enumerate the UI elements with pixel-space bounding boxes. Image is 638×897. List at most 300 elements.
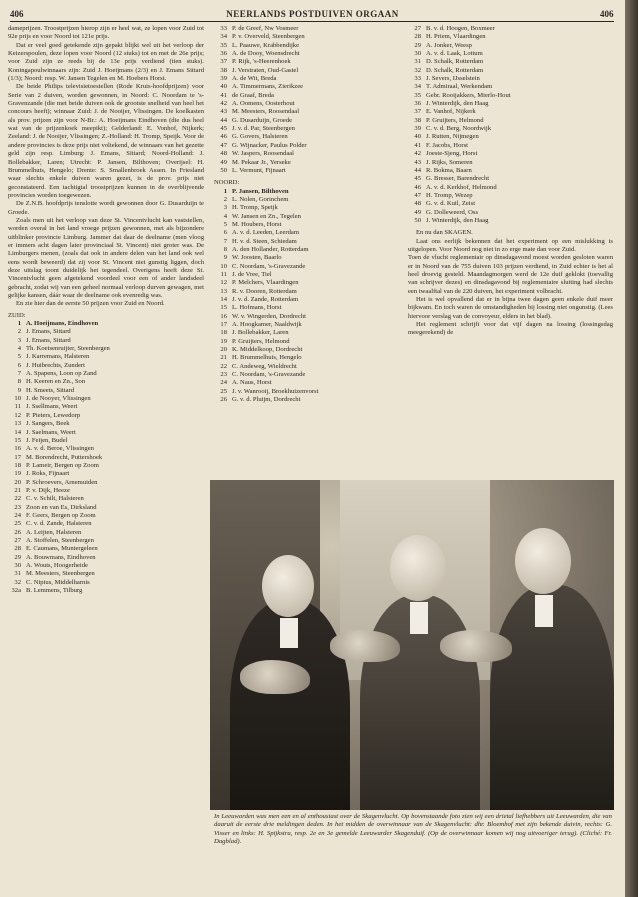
list-item — [8, 570, 204, 578]
result-name: W. Jaspers, Roosendaal — [232, 150, 295, 158]
result-rank: 17 — [220, 321, 227, 329]
list-item — [408, 50, 613, 58]
skagen-intro: En nu dan SKAGEN. — [416, 229, 473, 237]
list-item — [8, 345, 204, 353]
result-name: A. de Wit, Breda — [232, 75, 277, 83]
list-item — [8, 429, 204, 437]
result-name: B. Lemmens, Tilburg — [26, 587, 83, 595]
result-rank: 6 — [17, 361, 21, 369]
list-item — [408, 175, 613, 183]
result-name: L. Nolen, Gorinchem — [232, 195, 289, 203]
result-name: J. Verstraten, Oud-Gastel — [232, 66, 299, 74]
paragraph: Dat er veel goed getekende zijn gepakt blijkt wel uit het verloop der Keizerspoulen, deze lopen voor Noord (12 stuks) tot en met de 26e prijs; voor Zuid zijn ze reeds bij de 13e prijs verdiend (tien stuks). Koningapoulwinnaars zijn: Zuid J. Hoeijmans (2/3) en J. Emans Sittard (1/3); Noord: resp. W. Jansen Tegelen en M. Hoebers Horst. — [8, 41, 204, 83]
result-name: J. Emans, Sittard — [26, 328, 71, 336]
result-rank: 48 — [414, 200, 421, 208]
result-rank: 17 — [14, 453, 21, 461]
result-name: A. Spapens, Loon op Zand — [26, 370, 97, 378]
result-rank: 10 — [14, 395, 21, 403]
list-item — [214, 396, 402, 404]
result-rank: 41 — [220, 91, 227, 99]
result-name: P. Pieters, Lewedorp — [26, 411, 81, 419]
list-item — [214, 196, 402, 204]
result-name: J. Feijen, Budel — [26, 436, 68, 444]
result-rank: 11 — [14, 403, 21, 411]
result-rank: 19 — [14, 470, 21, 478]
list-item — [214, 100, 402, 108]
list-item — [8, 504, 204, 512]
result-name: J. Roks, Fijnaart — [26, 470, 70, 478]
result-name: A. den Hollander, Rotterdam — [232, 245, 309, 253]
result-name: P. Jansen, Bilthoven — [232, 187, 289, 195]
list-item — [214, 329, 402, 337]
page-edge-shadow — [625, 0, 638, 897]
result-rank: 13 — [14, 420, 21, 428]
result-rank: 31 — [414, 58, 421, 66]
photo-shirt-left — [280, 618, 298, 648]
result-rank: 34 — [414, 83, 421, 91]
list-item — [214, 271, 402, 279]
result-name: P. Schroevers, Arnemuiden — [26, 478, 98, 486]
result-rank: 13 — [220, 287, 227, 295]
result-name: W. v. Wingerden, Dordrecht — [232, 312, 307, 320]
result-rank: 27 — [414, 25, 421, 32]
list-item — [214, 213, 402, 221]
list-item — [214, 371, 402, 379]
list-item — [214, 379, 402, 387]
list-item — [408, 217, 613, 225]
list-item — [214, 304, 402, 312]
result-name: J. v. Wanrooij, Broekhuizenvorst — [232, 387, 319, 395]
result-name: C. Noordam, 's-Gravezande — [232, 371, 306, 379]
result-name: J. Huibrechts, Zundert — [26, 361, 85, 369]
paragraph: Het reglement schrijft voor dat vijf dagen na lossing (lossingsdag meegerekend) de — [408, 321, 613, 337]
result-rank: 34 — [220, 33, 227, 41]
list-item — [8, 353, 204, 361]
list-item — [8, 587, 204, 595]
list-item — [408, 125, 613, 133]
result-name: H. Keeren en Zn., Son — [26, 378, 86, 386]
list-item — [8, 320, 204, 328]
page-number-right: 406 — [600, 9, 614, 19]
paragraph: Zoals men uit het verloop van deze St. Vincentvlucht kan vaststellen, worden overal in het land vroege prijzen gewonnen, met als bijzondere uitblinker provincie Limburg. Jammer dat daar de deelname (men vloog er immers acht dagen later provinciaal St. Vincent) niet groter was. De Limburgers menen, (zoals dat ook in andere delen van het land ook wel eens wordt beweerd) dat zij voor St. Vincent niet gunstig liggen, doch deze uitslag toont duidelijk het tegendeel. Overigens heeft deze St. Vincentvlucht geen afgetekend voordeel voor een of ander landsdeel gebracht, zodat wij van een geheel normaal verloop durven gewagen, met gelijke kansen, dáár waar de deelname ook evenredig was. — [8, 216, 204, 299]
result-rank: 5 — [223, 220, 227, 228]
result-name: J. de Vree, Tiel — [232, 270, 272, 278]
list-item — [408, 67, 613, 75]
result-name: H. Smeets, Sittard — [26, 386, 74, 394]
result-name: C. v. Schilt, Halsteren — [26, 495, 84, 503]
list-item — [214, 42, 402, 50]
result-rank: 32 — [414, 66, 421, 74]
result-name: P. Lameir, Bergen op Zoom — [26, 461, 99, 469]
result-name: T. Admiraal, Werkendam — [426, 83, 493, 91]
list-item — [214, 354, 402, 362]
photo-head-middle — [390, 535, 446, 601]
list-item — [408, 142, 613, 150]
list-item — [214, 150, 402, 158]
result-rank: 40 — [414, 133, 421, 141]
result-rank: 43 — [414, 158, 421, 166]
result-name: J. Emans, Sittard — [26, 336, 71, 344]
list-item — [408, 92, 613, 100]
list-item — [214, 167, 402, 175]
result-name: Gebr. Rooijakkers, Mierlo-Hout — [426, 91, 511, 99]
result-name: A. Timmermans, Zierikzee — [232, 83, 304, 91]
result-name: A. Leijten, Halsteren — [26, 528, 82, 536]
result-rank: 33 — [414, 75, 421, 83]
zuid-results-list-continued — [214, 25, 402, 175]
result-rank: 35 — [220, 41, 227, 49]
list-item — [214, 75, 402, 83]
photo-pigeon-right — [440, 630, 512, 662]
paragraph: Toen de vlucht reglementair op dinsdagavond moest worden gesloten waren er in Noord van de 755 duiven 103 prijzen verdiend, in Zuid echter is het al heel droevig gesteld. Maandagmorgen werd de 12e duif geklokt (toevallig van schrijver dezes) en dinsdagavond bij reglementaire sluiting had slechts een twaalftal van de 220 duiven, het experiment volbracht. — [408, 254, 613, 295]
result-rank: 46 — [414, 183, 421, 191]
publication-title: NEERLANDS POSTDUIVEN ORGAAN — [226, 9, 399, 19]
list-item — [214, 83, 402, 91]
result-rank: 35 — [414, 91, 421, 99]
list-item — [214, 388, 402, 396]
result-rank: 15 — [220, 304, 227, 312]
result-name: P. Gruijters, Helmond — [426, 116, 484, 124]
result-name: J. Rutten, Nijmegen — [426, 133, 479, 141]
result-rank: 44 — [414, 166, 421, 174]
list-item — [408, 209, 613, 217]
list-item — [408, 184, 613, 192]
result-name: J. Karremans, Halsteren — [26, 353, 90, 361]
result-name: Zoon en van Es, Dirksland — [26, 503, 97, 511]
result-rank: 47 — [220, 141, 227, 149]
result-rank: 38 — [220, 66, 227, 74]
result-rank: 16 — [220, 312, 227, 320]
list-item — [408, 133, 613, 141]
list-item — [408, 75, 613, 83]
list-item — [8, 537, 204, 545]
list-item — [408, 150, 613, 158]
list-item — [214, 204, 402, 212]
result-name: C. Andeweg, Wieldrecht — [232, 362, 297, 370]
list-item — [408, 33, 613, 41]
list-item — [214, 238, 402, 246]
result-rank: 6 — [223, 229, 227, 237]
list-item — [214, 67, 402, 75]
result-name: J. v. d. Par, Steenbergen — [232, 125, 295, 133]
list-item — [8, 462, 204, 470]
result-rank: 27 — [14, 536, 21, 544]
result-name: J. Bollebakker, Laren — [232, 329, 289, 337]
paragraph: Het is wel opvallend dat er in bijna twee dagen geen enkele duif meer bijkwam. En toch waren de omstandigheden bij lossing niet ongunstig. (Lees hiervoor verslag van de convoyeur, elders in het blad). — [408, 296, 613, 320]
result-name: C. Noordam, 's-Gravezande — [232, 262, 306, 270]
list-item — [8, 470, 204, 478]
page-header — [0, 0, 625, 26]
list-item — [408, 159, 613, 167]
list-item — [408, 192, 613, 200]
result-name: P. Rijk, 's-Heerenhoek — [232, 58, 291, 66]
result-name: D. Schalk, Rotterdam — [426, 66, 484, 74]
result-rank: 9 — [17, 386, 21, 394]
result-rank: 36 — [414, 100, 421, 108]
photo-caption: In Leeuwarden was men een en al enthousiast over de Skagenvlucht. Op bovenstaande foto zien wij een drietal liefhebbers uit Leeuwarden, die van daaruit de eerste drie meldingen deden. In het midden de overwinnaar van de Skagenvlucht: dhr. Bloemhof met zijn bekende duivin, rechts: G. Visser en links: H. Spijkstra, resp. 2e en 3e gemelde Leeuwarder Skagenduif. (Op de overwinnaar komen wij nog uitvoeriger terug). (Cliché: Fr. Dagblad). — [214, 813, 612, 846]
list-item — [8, 445, 204, 453]
list-item — [214, 346, 402, 354]
result-rank: 4 — [17, 345, 21, 353]
list-item — [214, 58, 402, 66]
result-rank: 26 — [220, 396, 227, 404]
list-item — [8, 495, 204, 503]
result-name: A. Wouts, Hoogerheide — [26, 562, 88, 569]
result-name: G. Dolleweerd, Oss — [426, 208, 479, 216]
list-item — [214, 25, 402, 33]
noord-heading: NOORD: — [214, 179, 240, 187]
result-rank: 49 — [220, 158, 227, 166]
list-item — [214, 363, 402, 371]
result-rank: 32 — [14, 578, 21, 586]
list-item — [214, 133, 402, 141]
result-name: H. v. d. Steen, Schiedam — [232, 237, 297, 245]
list-item — [214, 313, 402, 321]
list-item — [8, 479, 204, 487]
list-item — [214, 296, 402, 304]
result-name: Th. Koetsenruijter, Steenbergen — [26, 345, 110, 353]
list-item — [408, 117, 613, 125]
result-name: W. Joosten, Baarlo — [232, 254, 282, 262]
result-name: A. Hoeijmans, Eindhoven — [26, 320, 99, 328]
result-rank: 48 — [220, 150, 227, 158]
result-rank: 2 — [223, 195, 227, 203]
paragraph: De beide Philips televisietoestellen (Rode Kruis-hoofdprijzen) voor Serie van 2 duiven, worden gewonnen, in Noord: C. Noordam te 's-Gravenzande (die met beide duiven ook de grootste snelheid van heel het concours heeft); winnaar Zuid: J. de Nooijer, Vlissingen. De koelkasten als prov. prijzen zijn voor N-Br.: A. Hoeijmans Eindhoven (die dus heel wat van de prijzenkoek meepikt); Gelderland: E. Vonhof, Nijkerk; Zeeland: J. de Nooijer, Vlissingen; Z.-Holland: H. Tromp, Speijk. Voor de andere provincies is deze prijs niet voltekend, de winnaars van het gezette geld zijn resp. Limburg: J. Emans, Sittard; Noord-Holland: J. Bollebakker, Laren; Utrecht: P. Jansen, Bilthoven; Overijsel: H. Brummelhuis, Hengelo; Drente: S. Smallenbroek Assen. In Friesland waar slechts enkele duiven waren gezet, is de prov. prijs niet geconstateerd. Een tachtigtal troostprijzen kunnen in de overblijvende provincies worden toegewezen. — [8, 83, 204, 199]
result-name: H. Priem, Vlaardingen — [426, 33, 486, 41]
result-rank: 50 — [414, 216, 421, 224]
result-rank: 36 — [220, 50, 227, 58]
result-name: E. Caumans, Muntergeleen — [26, 545, 98, 553]
result-rank: 37 — [220, 58, 227, 66]
result-name: A. Naus, Horst — [232, 379, 272, 387]
list-item — [8, 412, 204, 420]
list-item — [8, 370, 204, 378]
result-rank: 29 — [414, 41, 421, 49]
list-item — [8, 554, 204, 562]
result-rank: 1 — [17, 320, 21, 328]
result-name: G. Govers, Halsteren — [232, 133, 288, 141]
list-item — [8, 512, 204, 520]
noord-results-list — [214, 188, 402, 405]
result-name: J. Ssellmans, Weert — [26, 403, 78, 411]
photo-pigeon-middle — [330, 630, 400, 662]
result-rank: 47 — [414, 191, 421, 199]
list-item — [8, 487, 204, 495]
result-rank: 24 — [220, 379, 227, 387]
result-name: B. v. d. Hoogen, Boxmeer — [426, 25, 495, 32]
result-name: A. Hoogkamer, Naaldwijk — [232, 321, 302, 329]
result-name: L. Hofmans, Horst — [232, 304, 282, 312]
result-rank: 44 — [220, 116, 227, 124]
result-name: Joeste-Sjeng, Horst — [426, 150, 478, 158]
result-rank: 33 — [220, 25, 227, 32]
photo-head-right — [515, 528, 571, 594]
result-rank: 10 — [220, 262, 227, 270]
photo-pigeon-left — [240, 660, 310, 694]
result-name: M. Houbers, Horst — [232, 220, 282, 228]
result-name: J. de Nooyer, Vlissingen — [26, 395, 91, 403]
result-name: A. Jonker, Weesp — [426, 41, 472, 49]
header-rule — [10, 21, 614, 22]
column-2 — [214, 25, 402, 404]
result-rank: 16 — [14, 445, 21, 453]
result-name: A. v. d. Beroe, Vlissingen — [26, 445, 94, 453]
result-rank: 22 — [14, 495, 21, 503]
result-name: H. Tromp, Speijk — [232, 204, 278, 212]
result-rank: 15 — [14, 436, 21, 444]
result-name: R. v. Dooren, Rotterdam — [232, 287, 297, 295]
result-name: A. v. d. Laak, Lottum — [426, 50, 483, 58]
result-name: J. Sangers, Beek — [26, 420, 70, 428]
result-name: A. de Dooy, Woensdrecht — [232, 50, 300, 58]
list-item — [8, 437, 204, 445]
result-name: A. Bouwmans, Eindhoven — [26, 553, 96, 561]
photo-head-left — [262, 555, 314, 617]
result-rank: 9 — [223, 254, 227, 262]
column-1 — [8, 25, 204, 595]
list-item — [408, 100, 613, 108]
result-name: H. Tromp, Wezep — [426, 191, 473, 199]
result-rank: 22 — [220, 362, 227, 370]
result-name: G. v. d. Pluijm, Dordrecht — [232, 396, 301, 404]
result-name: G. Dusarduijn, Groede — [232, 116, 293, 124]
result-rank: 3 — [17, 336, 21, 344]
list-item — [408, 25, 613, 33]
result-name: P. v. Overveld, Steenbergen — [232, 33, 305, 41]
result-name: L. Paauwe, Krabbendijke — [232, 41, 300, 49]
result-rank: 38 — [414, 116, 421, 124]
list-item — [214, 263, 402, 271]
result-rank: 3 — [223, 204, 227, 212]
list-item — [408, 200, 613, 208]
result-rank: 25 — [14, 520, 21, 528]
list-item — [8, 403, 204, 411]
list-item — [8, 545, 204, 553]
result-rank: 50 — [220, 166, 227, 174]
list-item — [8, 529, 204, 537]
result-name: P. de Greef, Nw Vosmeer — [232, 25, 299, 32]
list-item — [408, 83, 613, 91]
result-rank: 46 — [220, 133, 227, 141]
result-name: J. Winterdijk, den Haag — [426, 216, 489, 224]
result-rank: 28 — [414, 33, 421, 41]
result-name: M. Meesters, Roosendaal — [232, 108, 300, 116]
list-item — [8, 454, 204, 462]
list-item — [214, 92, 402, 100]
list-item — [8, 387, 204, 395]
result-rank: 21 — [220, 354, 227, 362]
result-rank: 21 — [14, 486, 21, 494]
result-name: C. v. d. Berg, Noordwijk — [426, 125, 492, 133]
noord-results-list-continued — [408, 25, 613, 225]
result-name: G. Wijnacker, Paulus Polder — [232, 141, 307, 149]
result-name: D. Schalk, Rotterdam — [426, 58, 484, 66]
result-rank: 1 — [223, 187, 227, 195]
result-rank: 42 — [414, 150, 421, 158]
result-rank: 20 — [220, 346, 227, 354]
list-item — [8, 328, 204, 336]
result-name: E. Vanhof, Nijkerk — [426, 108, 476, 116]
result-rank: 39 — [220, 75, 227, 83]
result-rank: 32a — [11, 587, 21, 595]
result-name: G. Bresser, Barendrecht — [426, 175, 490, 183]
result-rank: 12 — [220, 279, 227, 287]
result-rank: 14 — [14, 428, 21, 436]
paragraph: Laat ons eerlijk bekennen dat het experiment op een mislukking is uitgelopen. Voor Noord nog niet in zo erge mate dan voor Zuid. — [408, 237, 613, 253]
result-rank: 37 — [414, 108, 421, 116]
result-name: J. Winterdijk, den Haag — [426, 100, 489, 108]
result-name: G. v. d. Kuil, Zeist — [426, 200, 476, 208]
result-rank: 7 — [17, 370, 21, 378]
result-name: P. Melchers, Vlaardingen — [232, 279, 299, 287]
paragraph: En zie hier dan de eerste 50 prijzen voor Zuid en Noord. — [16, 300, 165, 308]
result-rank: 4 — [223, 212, 227, 220]
list-item — [214, 50, 402, 58]
list-item — [408, 108, 613, 116]
list-item — [8, 562, 204, 570]
result-rank: 39 — [414, 125, 421, 133]
result-name: J. Severs, IJsselstein — [426, 75, 480, 83]
page-number-left: 406 — [10, 9, 24, 19]
list-item — [214, 108, 402, 116]
result-rank: 18 — [220, 329, 227, 337]
result-name: R. Bokma, Baarn — [426, 166, 472, 174]
result-rank: 8 — [17, 378, 21, 386]
list-item — [8, 420, 204, 428]
result-name: C. Nipius, Middelharnis — [26, 578, 90, 586]
list-item — [214, 246, 402, 254]
list-item — [8, 395, 204, 403]
result-name: J. Saelmans, Weert — [26, 428, 76, 436]
result-rank: 14 — [220, 296, 227, 303]
result-name: A. v. d. Leeden, Leerdam — [232, 229, 299, 237]
result-rank: 7 — [223, 237, 227, 245]
result-rank: 19 — [220, 337, 227, 345]
list-item — [408, 42, 613, 50]
list-item — [8, 362, 204, 370]
result-rank: 29 — [14, 553, 21, 561]
list-item — [214, 338, 402, 346]
list-item — [408, 167, 613, 175]
result-name: L. Vermunt, Fijnaart — [232, 166, 286, 174]
result-name: A. Stoffelen, Steenbergen — [26, 536, 94, 544]
result-name: de Graaf, Breda — [232, 91, 274, 99]
list-item — [214, 221, 402, 229]
list-item — [214, 33, 402, 41]
result-name: M. Borendrecht, Puttershoek — [26, 453, 103, 461]
photo-shirt-middle — [410, 602, 428, 634]
list-item — [8, 520, 204, 528]
list-item — [214, 142, 402, 150]
list-item — [214, 117, 402, 125]
result-name: C. v. d. Zande, Halsteren — [26, 520, 92, 528]
result-rank: 5 — [17, 353, 21, 361]
result-name: M. Meesters, Steenbergen — [26, 570, 95, 578]
result-rank: 41 — [414, 141, 421, 149]
result-name: W. Jansen en Zn., Tegelen — [232, 212, 301, 220]
result-name: A. v. d. Kerkhof, Helmond — [426, 183, 497, 191]
column-3 — [408, 25, 613, 338]
result-rank: 30 — [414, 50, 421, 58]
result-name: P. v. Dijk, Heeze — [26, 486, 70, 494]
list-item — [214, 159, 402, 167]
result-rank: 12 — [14, 411, 21, 419]
result-name: P. Gruijters, Helmond — [232, 337, 290, 345]
list-item — [408, 58, 613, 66]
result-name: J. v. d. Zande, Rotterdam — [232, 296, 299, 303]
result-rank: 43 — [220, 108, 227, 116]
result-name: F. Jacobs, Horst — [426, 141, 468, 149]
